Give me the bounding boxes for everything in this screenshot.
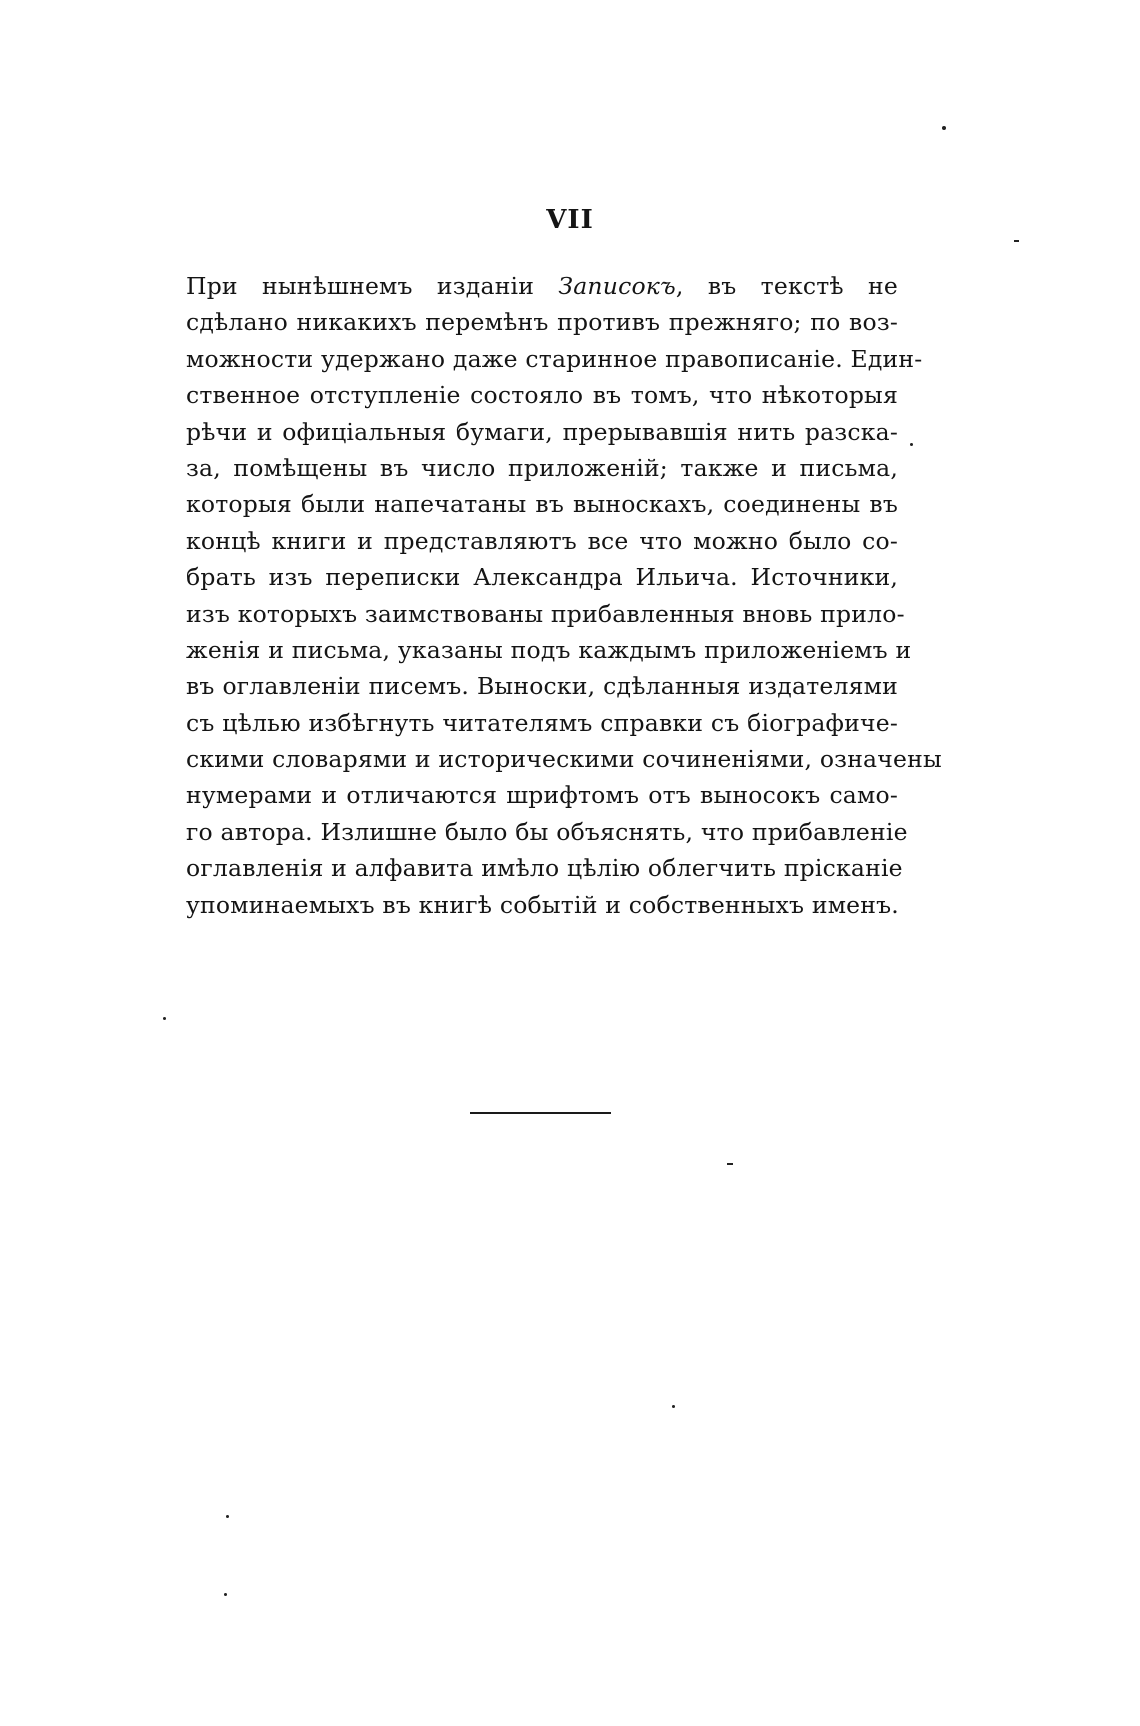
scan-speck [163,1017,166,1020]
text-line: можности удержано даже старинное правописаніе. Един- [186,344,923,373]
text-line: въ оглавленіи писемъ. Выноски, сдѣланныя издателями [186,672,898,701]
text-line: съ цѣлью избѣгнуть читателямъ справки съ біографиче- [186,708,898,737]
text-line: нумерами и отличаются шрифтомъ отъ выносокъ само- [186,781,898,810]
text-line: оглавленія и алфавита имѣло цѣлію облегчить прісканіе [186,854,903,883]
text-line: за, помѣщены въ число приложеній; также и письма, [186,453,898,482]
text-line: брать изъ переписки Александра Ильича. Источники, [186,563,898,592]
scan-speck [224,1593,227,1596]
page-number: VII [546,205,594,235]
section-divider [470,1112,611,1114]
book-title-italic: Записокъ [558,272,676,300]
scan-speck [942,126,946,130]
body-paragraph [186,268,942,923]
text-line: При нынѣшнемъ изданіи Записокъ, въ текстѣ не [186,272,898,300]
text-line: упоминаемыхъ въ книгѣ событій и собственныхъ именъ. [186,890,899,919]
text-line: сдѣлано никакихъ перемѣнъ противъ прежняго; по воз- [186,308,898,337]
scan-speck [672,1405,675,1408]
scan-speck [910,443,913,446]
scan-speck [226,1515,229,1518]
text-line: скими словарями и историческими сочиненіями, означены [186,745,942,774]
text-line: женія и письма, указаны подъ каждымъ приложеніемъ и [186,635,912,664]
text-line: рѣчи и офиціальныя бумаги, прерывавшія нить разска- [186,417,898,446]
text-line: го автора. Излишне было бы объяснять, что прибавленіе [186,817,908,846]
text-line: которыя были напечатаны въ выноскахъ, соединены въ [186,490,898,519]
scan-speck [1014,240,1019,242]
text-line: изъ которыхъ заимствованы прибавленныя вновь прило- [186,599,905,628]
scan-speck [727,1163,733,1165]
text-line: концѣ книги и представляютъ все что можно было со- [186,526,898,555]
text-line: ственное отступленіе состояло въ томъ, что нѣкоторыя [186,381,898,410]
